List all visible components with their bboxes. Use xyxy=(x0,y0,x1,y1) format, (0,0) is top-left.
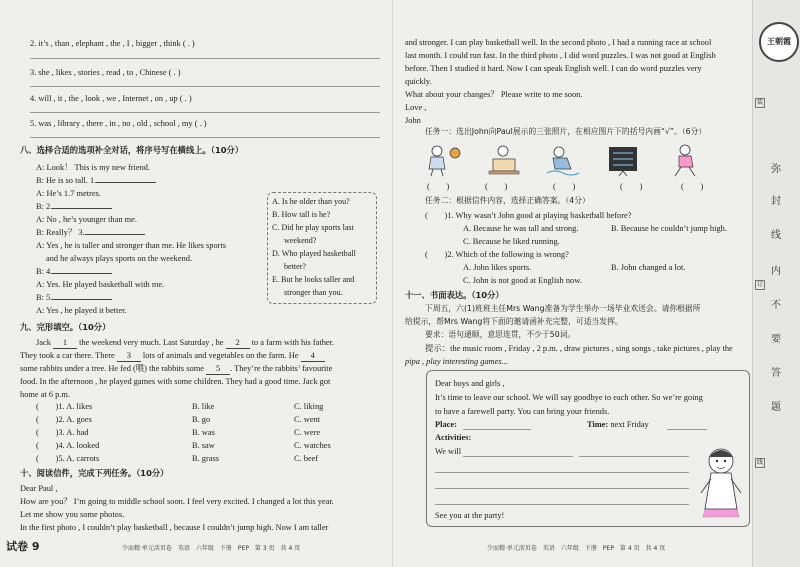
invitation-line: to have a farewell party. You can bring your friends. xyxy=(435,407,610,416)
q2-option-c[interactable]: C. John is not good at English now. xyxy=(463,276,582,285)
picture-paren[interactable]: ( ) xyxy=(681,182,704,191)
letter-line: In the first photo , I couldn’t play basketball , because I couldn’t jump high. Now I am taller xyxy=(20,523,329,532)
q1-option-a[interactable]: A. Because he was tall and strong. xyxy=(463,224,579,233)
time-field: Time: next Friday xyxy=(587,420,649,429)
dialogue-line: A: He’s 1.7 metres. xyxy=(36,189,101,198)
seal-char: 内 xyxy=(771,266,781,277)
writing-hint: pipa , play interesting games... xyxy=(405,357,508,366)
cloze-blank[interactable]: 3 xyxy=(117,350,141,362)
choice-2b[interactable]: B. go xyxy=(192,415,211,424)
choice-3[interactable]: ( )3. A. had xyxy=(36,428,89,437)
question-1: ( )1. Why wasn’t John good at playing basketball before? xyxy=(425,211,632,220)
dialogue-line: A: Yes. He played basketball with me. xyxy=(36,280,165,289)
cloze-line: Jack 1 the weekend very much. Last Saturday , he 2 to a farm with his father. xyxy=(36,337,334,349)
letter-line: How are you？ I’m going to middle school soon. I feel very excited. I changed a lot this year. xyxy=(20,497,334,506)
choice-5c[interactable]: C. beef xyxy=(294,454,319,463)
option: weekend? xyxy=(284,236,317,245)
q2-option-a[interactable]: A. John likes sports. xyxy=(463,263,532,272)
choice-2[interactable]: ( )2. A. goes xyxy=(36,415,92,424)
sentence-2: 2. it’s , than , elephant , the , I , bigger , think ( . ) xyxy=(30,39,195,48)
picture-paren[interactable]: ( ) xyxy=(427,182,450,191)
brand-logo: 王朝霞 xyxy=(759,22,799,62)
q1-option-b[interactable]: B. Because he couldn’t jump high. xyxy=(611,224,727,233)
activity-input[interactable] xyxy=(435,488,689,489)
invitation-line: It’s time to leave our school. We will say goodbye to each other. So we’re going xyxy=(435,393,703,402)
section-8-title: 八、选择合适的选项补全对话，将序号写在横线上。（10分） xyxy=(20,145,244,155)
answer-line[interactable] xyxy=(30,58,380,59)
option: stronger than you. xyxy=(284,288,343,297)
dialogue-line: B: 2. xyxy=(36,201,112,212)
q2-option-b[interactable]: B. John changed a lot. xyxy=(611,263,686,272)
answer-blank[interactable] xyxy=(96,182,156,183)
dialogue-line: B: He is so tall. 1. xyxy=(36,175,156,186)
choice-1c[interactable]: C. liking xyxy=(294,402,324,411)
invitation-greeting: Dear boys and girls , xyxy=(435,379,505,388)
answer-line[interactable] xyxy=(30,137,380,138)
seal-char: 封 xyxy=(771,196,781,207)
dialogue-line: B: Really？ 3. xyxy=(36,227,145,238)
binding-marker: 装 xyxy=(756,99,763,106)
answer-line[interactable] xyxy=(30,86,380,87)
picture-paren[interactable]: ( ) xyxy=(553,182,576,191)
question-2: ( )2. Which of the following is wrong? xyxy=(425,250,569,259)
option: B. How tall is he? xyxy=(272,210,331,219)
sentence-4: 4. will , it , the , look , we , Internet , on , up ( . ) xyxy=(30,94,192,103)
option: E. But he looks taller and xyxy=(272,275,355,284)
running-picture xyxy=(667,143,707,177)
cloze-blank[interactable]: 4 xyxy=(301,350,325,362)
dialogue-line: B: 4. xyxy=(36,266,112,277)
choice-4b[interactable]: B. saw xyxy=(192,441,215,450)
section-10-title: 十、阅读信件，完成下列任务。（10分） xyxy=(20,468,169,478)
picture-paren[interactable]: ( ) xyxy=(620,182,643,191)
place-input[interactable] xyxy=(463,429,531,430)
writing-prompt: 下周五，六(1)班班主任Mrs Wang准备为学生举办一场毕业欢送会。请你根据所 xyxy=(425,304,701,313)
cloze-blank[interactable]: 1 xyxy=(53,337,77,349)
dialogue-line: B: 5. xyxy=(36,292,112,303)
sentence-5: 5. was , library , there , in , no , old , school , my ( . ) xyxy=(30,119,207,128)
choice-3b[interactable]: B. was xyxy=(192,428,215,437)
page-footer: 少而精·单元活页卷 英语 六年级 下册 PEP 第 3 页 共 4 页 xyxy=(122,545,301,552)
cloze-line: some rabbits under a tree. He fed (喂) the rabbits some 5 . They’re the rabbits’ favourite xyxy=(20,363,332,375)
time-input[interactable] xyxy=(667,429,707,430)
choice-2c[interactable]: C. went xyxy=(294,415,321,424)
writing-hint: 提示：the music room , Friday , 2 p.m. , draw pictures , sing songs , take pictures , play the xyxy=(425,344,733,353)
invitation-box xyxy=(426,370,750,527)
basketball-picture xyxy=(425,143,465,177)
choice-5[interactable]: ( )5. A. carrots xyxy=(36,454,100,463)
invitation-closing: See you at the party! xyxy=(435,511,505,520)
seal-char: 要 xyxy=(771,334,781,345)
choice-3c[interactable]: C. were xyxy=(294,428,321,437)
girl-illustration-icon xyxy=(697,443,745,523)
choice-1b[interactable]: B. like xyxy=(192,402,215,411)
task-1: 任务一：选出John向Paul展示的三张照片，在相应图片下的括号内画“√”。（6分） xyxy=(425,127,707,136)
letter-line: John xyxy=(405,116,421,125)
binding-sidebar xyxy=(752,0,800,567)
letter-line: Let me show you some photos. xyxy=(20,510,125,519)
seal-char: 弥 xyxy=(771,164,781,175)
choice-4[interactable]: ( )4. A. looked xyxy=(36,441,100,450)
letter-line: last month. I could run fast. In the third photo , I did word puzzles. I was not good at English xyxy=(405,51,716,60)
choice-1[interactable]: ( )1. A. likes xyxy=(36,402,93,411)
cloze-line: home at 6 p.m. xyxy=(20,390,71,399)
page-divider xyxy=(392,0,393,567)
answer-line[interactable] xyxy=(30,112,380,113)
activities-label: Activities: xyxy=(435,433,472,442)
option: C. Did he play sports last xyxy=(272,223,354,232)
activity-input[interactable] xyxy=(579,456,689,457)
cloze-line: They took a car there. There 3 lots of animals and vegetables on the farm. He 4 xyxy=(20,350,325,362)
option: better? xyxy=(284,262,307,271)
options-box xyxy=(267,192,377,304)
writing-requirement: 要求：语句通顺，意思连贯，不少于50词。 xyxy=(425,330,576,339)
letter-line: and stronger. I can play basketball well. In the second photo , I had a running race at school xyxy=(405,38,712,47)
seal-char: 答 xyxy=(771,368,781,379)
binding-marker: 订 xyxy=(756,281,763,288)
cloze-blank[interactable]: 5 xyxy=(206,363,230,375)
seal-char: 线 xyxy=(771,230,781,241)
dialogue-line: A: Yes , he is taller and stronger than me. He likes sports xyxy=(36,241,227,250)
picture-paren[interactable]: ( ) xyxy=(485,182,508,191)
letter-line: Dear Paul , xyxy=(20,484,58,493)
swimming-picture xyxy=(545,143,585,177)
task-2: 任务二：根据信件内容，选择正确答案。（4分） xyxy=(425,196,590,205)
q1-option-c[interactable]: C. Because he liked running. xyxy=(463,237,560,246)
activity-input[interactable] xyxy=(435,504,689,505)
seal-char: 题 xyxy=(771,402,781,413)
letter-line: Love , xyxy=(405,103,427,112)
answer-blank[interactable] xyxy=(52,299,112,300)
answer-blank[interactable] xyxy=(85,234,145,235)
writing-prompt: 给提示，帮Mrs Wang将下面的邀请函补充完整，可适当发挥。 xyxy=(405,317,623,326)
answer-blank[interactable] xyxy=(52,208,112,209)
letter-line: before. Then I studied it hard. Now I can speak English well. I can do word puzzles very xyxy=(405,64,702,73)
cloze-blank[interactable]: 2 xyxy=(226,337,250,349)
activity-input[interactable] xyxy=(463,456,573,457)
cloze-line: food. In the afternoon , he played games with some children. They had a good time. Jack got xyxy=(20,377,331,386)
section-11-title: 十一、书面表达。（10分） xyxy=(405,290,504,300)
dialogue-line: A: No , he’s younger than me. xyxy=(36,215,137,224)
choice-5b[interactable]: B. grass xyxy=(192,454,219,463)
seal-char: 不 xyxy=(771,300,781,311)
place-label: Place: xyxy=(435,420,457,429)
page-footer: 少而精·单元活页卷 英语 六年级 下册 PEP 第 4 页 共 4 页 xyxy=(487,545,666,552)
dialogue-line: A: Look！ This is my new friend. xyxy=(36,163,151,172)
sentence-3: 3. she , likes , stories , read , to , Chinese ( . ) xyxy=(30,68,181,77)
section-9-title: 九、完形填空。（10分） xyxy=(20,322,111,332)
activity-input[interactable] xyxy=(435,472,689,473)
binding-marker: 线 xyxy=(756,459,763,466)
reading-picture xyxy=(485,143,525,177)
word-puzzle-picture xyxy=(605,143,645,177)
dialogue-line: A: Yes , he played it better. xyxy=(36,306,127,315)
answer-blank[interactable] xyxy=(52,273,112,274)
we-will-text: We will xyxy=(435,447,462,456)
choice-4c[interactable]: C. watches xyxy=(294,441,331,450)
letter-line: What about your changes？ Please write to me soon. xyxy=(405,90,583,99)
option: A. Is he older than you? xyxy=(272,197,350,206)
paper-badge: 试卷 9 xyxy=(6,540,40,553)
dialogue-line: and he always plays sports on the weekend. xyxy=(46,254,193,263)
option: D. Who played basketball xyxy=(272,249,356,258)
letter-line: quickly. xyxy=(405,77,432,86)
